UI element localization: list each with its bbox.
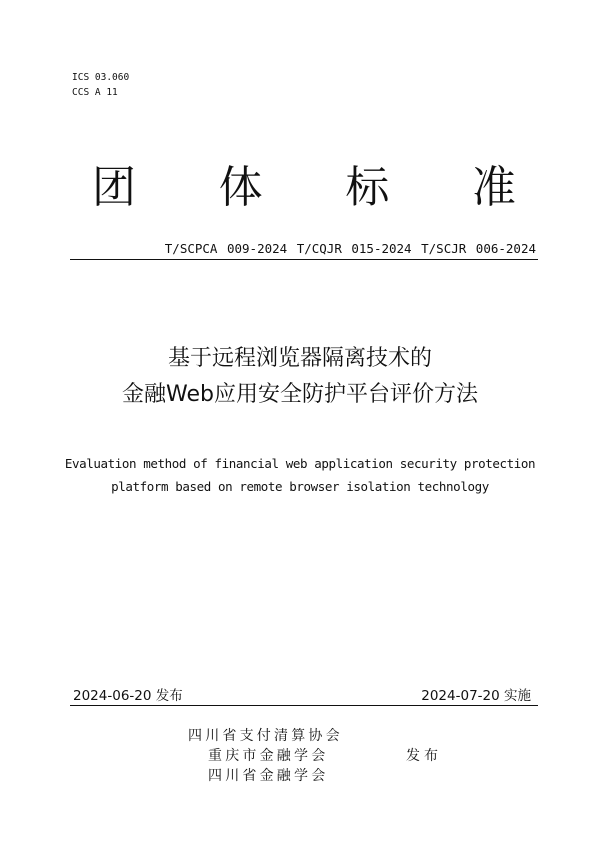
top-divider [70,259,538,260]
english-title [0,452,600,498]
title-char-2: 体 [218,162,263,213]
ccs-code: CCS A 11 [72,87,118,98]
issuer-sichuan-payment-association: 四川省支付清算协会 [188,728,343,744]
bottom-divider [70,705,538,706]
english-title-line-1: Evaluation method of financial web application security protection [64,456,536,471]
title-char-4: 准 [471,162,516,213]
issuer-sichuan-finance-society: 四川省金融学会 [208,768,329,784]
title-char-1: 团 [92,162,136,213]
implementation-date: 2024-07-20 实施 [421,688,531,704]
issuer-chongqing-finance-society: 重庆市金融学会 [208,748,329,764]
standard-numbers: T/SCPCA 009-2024 T/CQJR 015-2024 T/SCJR 006-2024 [164,241,536,256]
title-char-3: 标 [345,162,390,213]
issue-date: 2024-06-20 发布 [73,688,183,704]
document-type-title [70,160,538,216]
english-title-line-2: platform based on remote browser isolation technology [111,479,489,494]
chinese-title [0,341,600,413]
classification-codes [72,70,129,100]
chinese-title-line-2: 金融Web应用安全防护平台评价方法 [122,382,478,407]
issuing-organizations [188,726,343,786]
ics-code: ICS 03.060 [72,72,130,83]
publish-label: 发布 [406,748,442,764]
chinese-title-line-1: 基于远程浏览器隔离技术的 [167,346,432,371]
